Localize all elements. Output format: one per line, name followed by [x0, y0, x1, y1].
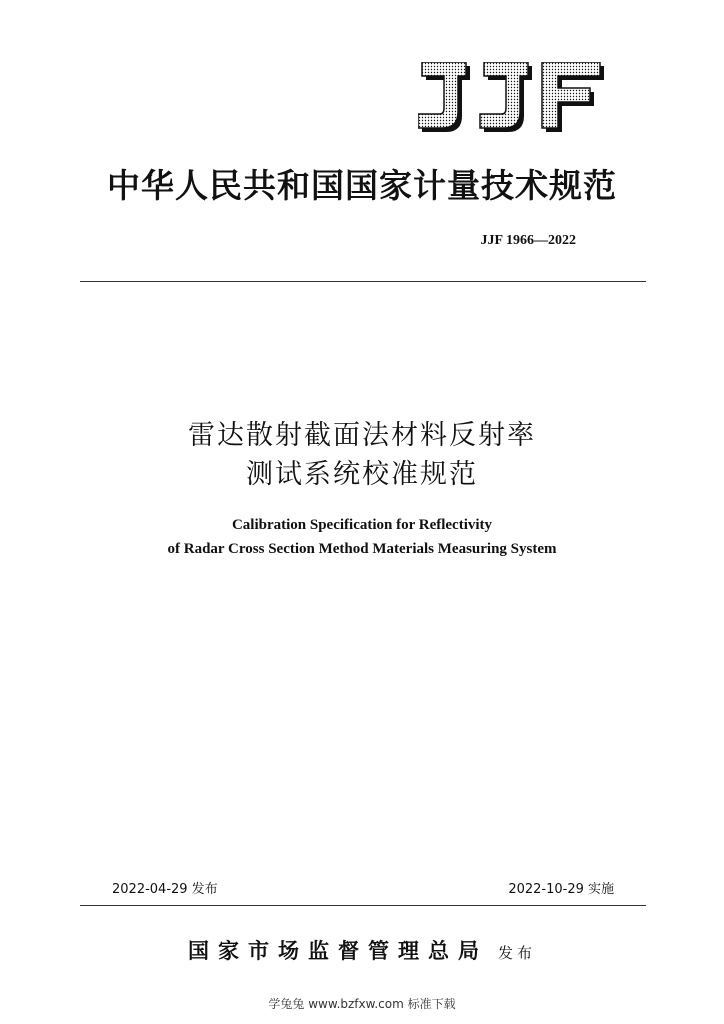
standard-number: JJF 1966—2022	[480, 233, 576, 248]
zh-title-line-2: 测试系统校准规范	[246, 459, 478, 490]
issue-date: 2022-04-29 发布	[112, 882, 218, 897]
publisher-name: 国家市场监督管理总局	[187, 938, 488, 963]
publish-label: 发布	[497, 944, 536, 962]
bottom-divider	[80, 905, 646, 906]
zh-title-line-1: 雷达散射截面法材料反射率	[188, 420, 536, 451]
implementation-date: 2022-10-29 实施	[508, 882, 614, 897]
publisher-line	[0, 935, 724, 965]
watermark-text: 学兔兔 www.bzfxw.com 标准下载	[268, 997, 456, 1011]
en-title-line-1: Calibration Specification for Reflectivity	[231, 517, 493, 533]
top-divider	[80, 281, 646, 282]
national-title: 中华人民共和国国家计量技术规范	[107, 166, 617, 205]
jjf-logo-icon	[418, 62, 606, 136]
en-title-line-2: of Radar Cross Section Method Materials Measuring System	[167, 541, 557, 557]
